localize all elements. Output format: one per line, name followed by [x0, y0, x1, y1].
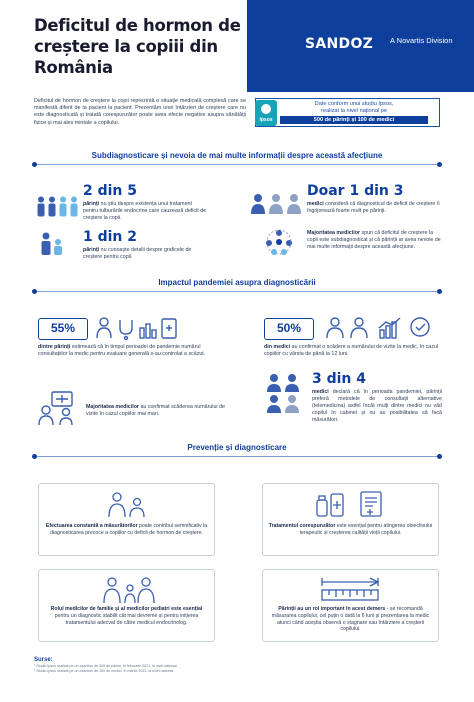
stat-body: declară că în perioada pandemiei, părinții preferă metodele de consultații alternative (telemedicina) astfel încât mulți dintre medici nu văd copilul în cabinet și nu au posibilitatea să facă măsurători. — [312, 389, 442, 423]
parent-child-icon — [38, 232, 66, 256]
section-title-prevention: Prevenție și diagnosticare — [187, 443, 287, 452]
source-line-2: ² Studiu Ipsos realizat pe un eșantion de 100 de medici, în martie 2021, la nivel național — [34, 669, 174, 673]
stat-only-one-of-three: Doar 1 din 3 — [307, 183, 404, 199]
card-measurements-text — [44, 523, 209, 537]
stat-subject: părinți — [83, 201, 100, 207]
card-subject: Efectuarea constantă a măsurătorilor — [45, 523, 138, 529]
card-subject: Părinții au un rol important în acest demers — [278, 606, 386, 612]
section-divider — [34, 291, 440, 292]
sources-list — [34, 664, 334, 674]
ipsos-logo-icon — [255, 100, 277, 126]
doctors-circle-icon — [264, 228, 294, 256]
card-body: - se recomandă măsurarea copilului, cel puțin o dată la 6 luni și prezentarea la medic atunci când aceștia observă o stagnare sau întârziere a creșterii copilului. — [271, 606, 430, 633]
ruler-measuring-icon — [320, 576, 380, 602]
stat-50-text — [264, 344, 444, 358]
ipsos-highlight: 500 de părinți și 100 de medici — [280, 116, 428, 124]
intro-paragraph: Deficitul de hormon de creștere la copii reprezintă o situație medicală complexă care se manifestă diferit de la pacient la pacient. Prezentăm unei întârzieri de creștere care nu este diagnosticată și tratată corespunzător poate avea efecte negative asupra sănătății fizice și mai ales mintale a copilului. — [34, 98, 246, 126]
doctors-grid-icon — [266, 373, 300, 415]
stat-subject: părinți — [83, 247, 100, 253]
stat-only-one-of-three-text — [307, 201, 442, 215]
card-body: pentru un diagnostic stabilit cât mai devreme și pentru inițierea tratamentului adecvat de către medicul endocrinolog. — [54, 612, 199, 626]
page-title: Deficitul de hormon de creștere la copiii din România — [34, 16, 241, 77]
stat-three-of-four-text — [312, 389, 442, 424]
card-body: poate contribui semnificativ la diagnosticarea precoce a copiilor cu deficit de hormon de creștere. — [50, 523, 208, 536]
doctor-consultation-icon — [38, 390, 78, 426]
card-body: este esențial pentru atingerea obiectivului terapeutic și creșterea calității vieții copilului. — [299, 523, 433, 536]
stat-two-of-five: 2 din 5 — [83, 183, 138, 199]
ipsos-line-1: Date conform unui studiu Ipsos, — [314, 101, 394, 107]
stat-subject: Majoritatea medicilor — [86, 404, 139, 410]
stat-body: nu știu despre existența unui tratament pentru tulburările endocrine care cauzează deficit de creștere la copii. — [83, 201, 207, 221]
percent-badge-55: 55% — [38, 318, 88, 340]
stat-subject: medici — [307, 201, 324, 207]
stat-55-text — [38, 344, 228, 358]
stat-subject: dintre părinți — [38, 344, 71, 350]
card-subject: Rolul medicilor de familie și al medicilor pediatri este esențial — [50, 606, 203, 612]
stat-two-of-five-text — [83, 201, 208, 222]
section-title-pandemic: Impactul pandemiei asupra diagnosticării — [158, 278, 316, 287]
sources-title: Surse: — [34, 657, 53, 663]
doctors-charts-icon — [324, 316, 434, 340]
brand-subtitle: A Novartis Division — [390, 36, 453, 45]
stat-subject: medici — [312, 389, 329, 395]
medical-tools-icon — [94, 316, 180, 340]
card-doctors-role-text — [44, 606, 209, 626]
stat-body: au confirmat scăderea numărului de vizite în cazul copiilor mai mari. — [86, 404, 225, 417]
section-divider — [34, 456, 440, 457]
stat-body: estimează că în timpul perioadei de pandemie numărul consultațiilor la medic pentru evaluare generală s-au controlat a scăzut. — [38, 344, 206, 357]
family-doctor-icon — [100, 576, 156, 604]
brand-logo-text: SANDOZ — [305, 36, 374, 52]
stat-body: nu cunoaște detalii despre graficele de creștere pentru copii. — [83, 247, 192, 260]
section-title-subdiagnosis: Subdiagnosticare și nevoia de mai multe informații despre această afecțiune — [91, 151, 383, 160]
card-treatment-text — [268, 523, 433, 537]
stat-majority-doctors-visits-text — [86, 404, 226, 418]
stat-one-of-two: 1 din 2 — [83, 229, 138, 245]
ipsos-line-2: realizat la nivel național pe — [321, 108, 387, 114]
percent-badge-50: 50% — [264, 318, 314, 340]
stat-subject: Majoritatea medicilor — [307, 230, 360, 236]
card-subject: Tratamentul corespunzător — [268, 523, 336, 529]
stat-majority-doctors-text — [307, 230, 442, 251]
source-line-1: ¹ Studiu Ipsos realizat pe un eșantion de 500 de părinți, în februarie 2021, la nivel național — [34, 664, 177, 668]
section-divider — [34, 164, 440, 165]
stat-body: consideră că diagnosticul de deficit de creștere îi îngrijorează foarte mult pe părinți. — [307, 201, 440, 214]
card-parents-role-text — [268, 606, 433, 633]
doctors-group-icon — [250, 193, 302, 215]
stat-one-of-two-text — [83, 247, 208, 261]
parent-child-measuring-icon — [105, 492, 151, 518]
stat-body: au confirmat o scădere a numărului de vizite la medic, în cazul copiilor cu vârsta de până la 12 luni. — [264, 344, 438, 357]
ipsos-source-text — [279, 101, 429, 124]
ipsos-logo-label: Ipsos — [259, 117, 273, 123]
stat-three-of-four: 3 din 4 — [312, 371, 367, 387]
stat-body: spun că deficitul de creștere la copii este subdiagnosticat și că părinții ar avea nevoie de mai multe informații despre această afecțiune. — [307, 230, 441, 250]
stat-subject: din medici — [264, 344, 291, 350]
medicine-treatment-icon — [315, 490, 387, 518]
parents-group-icon — [36, 196, 78, 218]
